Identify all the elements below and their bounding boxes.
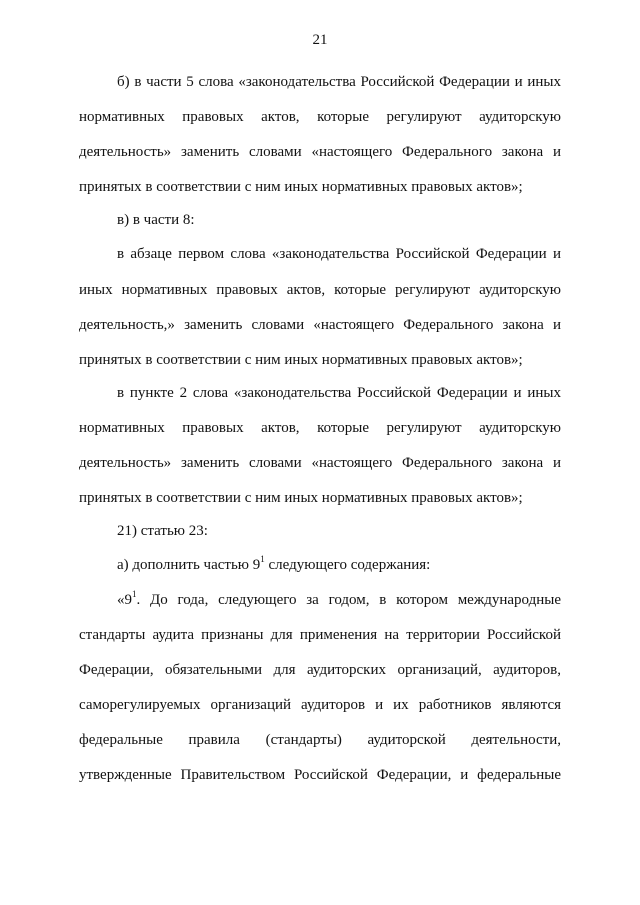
- paragraph-punkt2-line-1: в пункте 2 слова «законодательства Российской Федерации и иных: [117, 385, 561, 401]
- paragraph-9-1-line-5: федеральные правила (стандарты) аудиторской деятельности,: [79, 732, 561, 748]
- subitem-a-text-end: следующего содержания:: [264, 557, 431, 573]
- paragraph-b-line-1: б) в части 5 слова «законодательства Российской Федерации и иных: [117, 74, 561, 90]
- paragraph-v-heading: в) в части 8:: [117, 212, 195, 228]
- paragraph-b-line-2: нормативных правовых актов, которые регулируют аудиторскую: [79, 109, 561, 125]
- paragraph-abzac-line-3: деятельность,» заменить словами «настоящего Федерального закона и: [79, 317, 561, 333]
- paragraph-9-1-line-6: утвержденные Правительством Российской Федерации, и федеральные: [79, 767, 561, 783]
- superscript-1: 1: [260, 554, 265, 564]
- paragraph-abzac-line-2: иных нормативных правовых актов, которые регулируют аудиторскую: [79, 282, 561, 298]
- paragraph-abzac-line-1: в абзаце первом слова «законодательства Российской Федерации и: [117, 246, 561, 262]
- paragraph-9-1-line-4: саморегулируемых организаций аудиторов и их работников являются: [79, 697, 561, 713]
- item-21-heading: 21) статью 23:: [117, 523, 208, 539]
- paragraph-9-1-line-3: Федерации, обязательными для аудиторских организаций, аудиторов,: [79, 662, 561, 678]
- paragraph-b-line-3: деятельность» заменить словами «настоящего Федерального закона и: [79, 144, 561, 160]
- paragraph-9-1-text: . До года, следующего за годом, в котором международные: [136, 592, 561, 608]
- paragraph-punkt2-line-2: нормативных правовых актов, которые регулируют аудиторскую: [79, 420, 561, 436]
- page-number: 21: [312, 32, 328, 48]
- subitem-a-text: а) дополнить частью 9: [117, 557, 261, 573]
- paragraph-punkt2-line-4: принятых в соответствии с ним иных нормативных правовых актов»;: [79, 490, 523, 506]
- paragraph-9-1-line-1: [117, 591, 561, 609]
- superscript-1: 1: [132, 589, 137, 599]
- paragraph-abzac-line-4: принятых в соответствии с ним иных нормативных правовых актов»;: [79, 352, 523, 368]
- paragraph-b-line-4: принятых в соответствии с ним иных нормативных правовых актов»;: [79, 179, 523, 195]
- paragraph-9-1-number: «9: [117, 592, 132, 608]
- subitem-a-line: [117, 556, 430, 574]
- paragraph-9-1-line-2: стандарты аудита признаны для применения на территории Российской: [79, 627, 561, 643]
- paragraph-punkt2-line-3: деятельность» заменить словами «настоящего Федерального закона и: [79, 455, 561, 471]
